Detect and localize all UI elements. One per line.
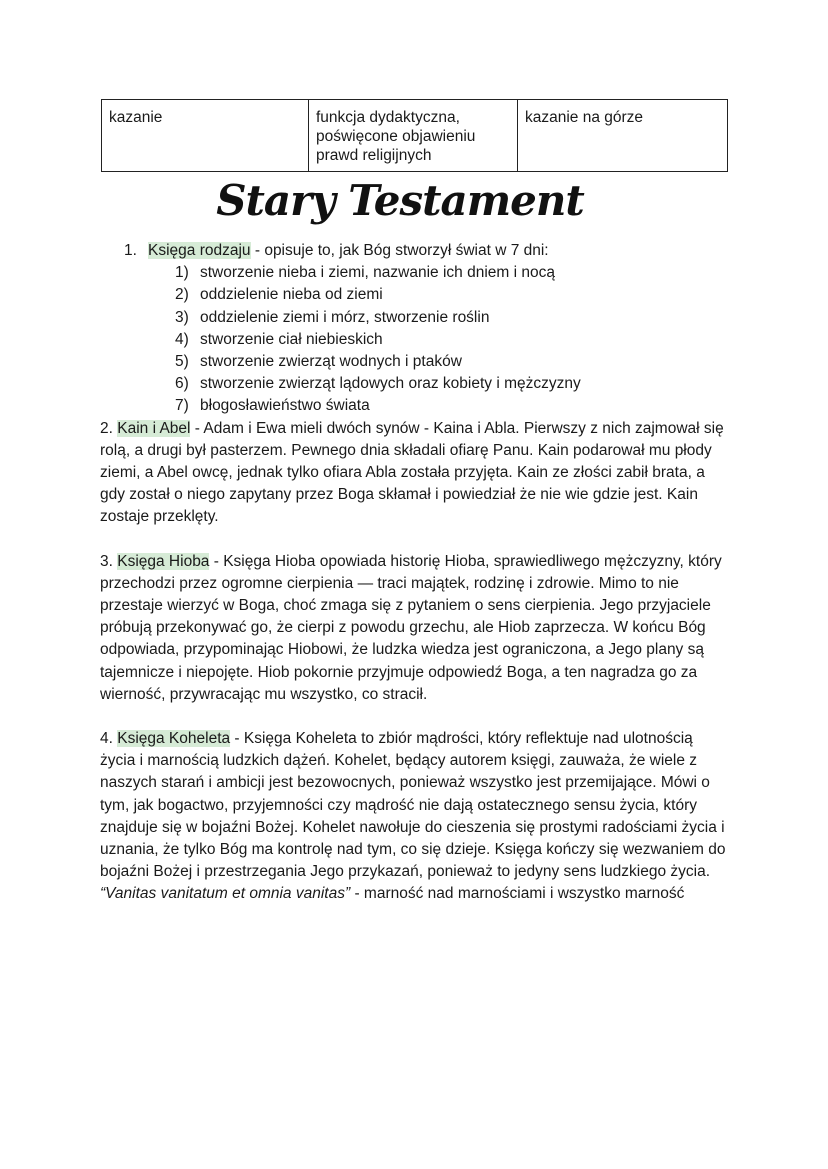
- table-row: [102, 100, 728, 172]
- highlighted-term: Kain i Abel: [117, 419, 191, 437]
- highlighted-term: Księga Koheleta: [117, 730, 231, 748]
- table-cell-function: funkcja dydaktyczna, poświęcone objawieniu prawd religijnych: [309, 100, 518, 172]
- section-kain-i-abel: [100, 418, 730, 529]
- section-number: 1.: [124, 242, 137, 259]
- section-text: - Adam i Ewa mieli dwóch synów - Kaina i Abla. Pierwszy z nich zajmował się rolą, a drugi był pasterzem. Pewnego dnia składali ofiarę Panu. Kain podarował mu płody ziemi, a Abel owcę, jednak tylko ofiara Abla została przyjęta. Kain ze złości zabił brata, a gdy został o niego zapytany przez Boga skłamał i powiedział że nie wie gdzie jest. Kain zostaje przeklęty.: [100, 419, 724, 526]
- section-ksiega-rodzaju: [100, 240, 730, 262]
- section-text: - Księga Koheleta to zbiór mądrości, który reflektuje nad ulotnością życia i marnością ludzkich dążeń. Kohelet, będący autorem księgi, zauważa, że wiele z naszych starań i ambicji jest bezowocnych, ponieważ wszystko jest przemijające. Mówi o tym, jak bogactwo, przyjemności czy mądrość nie dają ostatecznego sensu życia, który znajduje się w bojaźni Bożej. Kohelet nawołuje do cieszenia się prostymi radościami życia i uznania, że tylko Bóg ma kontrolę nad tym, co się dzieje. Księga kończy się wezwaniem do bojaźni Bożej i przestrzegania Jego przykazań, ponieważ to jedyny sens ludzkiego życia.: [100, 730, 726, 881]
- list-item: 1) stworzenie nieba i ziemi, nazwanie ich dniem i nocą: [175, 264, 555, 282]
- list-item: 6) stworzenie zwierząt lądowych oraz kobiety i mężczyzny: [175, 375, 581, 393]
- document-body: [100, 240, 730, 906]
- list-item: 3) oddzielenie ziemi i mórz, stworzenie roślin: [175, 308, 490, 326]
- list-item: 4) stworzenie ciał niebieskich: [175, 330, 383, 348]
- section-number: 2.: [100, 419, 118, 437]
- creation-days-list: [100, 262, 730, 417]
- section-number: 4.: [100, 730, 118, 748]
- section-text: - Księga Hioba opowiada historię Hioba, sprawiedliwego mężczyzny, który przechodzi przez ogromne cierpienia — traci majątek, rodzinę i zdrowie. Mimo to nie przestaje wierzyć w Boga, choć zmaga się z pytaniem o sens cierpienia. Jego przyjaciele próbują przekonywać go, że cierpi z powodu grzechu, ale Hiob zaprzecza. W końcu Bóg odpowiada, przypominając Hiobowi, że ludzka wiedza jest ograniczona, a Jego plany są tajemnicze i niepojęte. Hiob pokornie przyjmuje odpowiedź Boga, a ten nagradza go za wierność, przywracając mu wszystko, co stracił.: [100, 552, 722, 703]
- section-text: - opisuje to, jak Bóg stworzył świat w 7 dni:: [250, 242, 549, 259]
- section-number: 3.: [100, 552, 118, 570]
- table-cell-example: kazanie na górze: [518, 100, 728, 172]
- latin-quote-line: [100, 883, 730, 905]
- quote-translation: - marność nad marnościami i wszystko marność: [350, 885, 685, 903]
- section-ksiega-koheleta: [100, 728, 730, 883]
- table-cell-genre: kazanie: [102, 100, 309, 172]
- highlighted-term: Księga rodzaju: [148, 242, 251, 259]
- highlighted-term: Księga Hioba: [117, 552, 210, 570]
- page-title: Stary Testament: [216, 176, 584, 225]
- genre-table: [101, 99, 728, 172]
- section-ksiega-hioba: [100, 551, 730, 706]
- list-item: 5) stworzenie zwierząt wodnych i ptaków: [175, 353, 462, 371]
- list-item: 7) błogosławieństwo świata: [175, 397, 370, 415]
- list-item: 2) oddzielenie nieba od ziemi: [175, 286, 383, 304]
- latin-quote: “Vanitas vanitatum et omnia vanitas”: [100, 885, 351, 903]
